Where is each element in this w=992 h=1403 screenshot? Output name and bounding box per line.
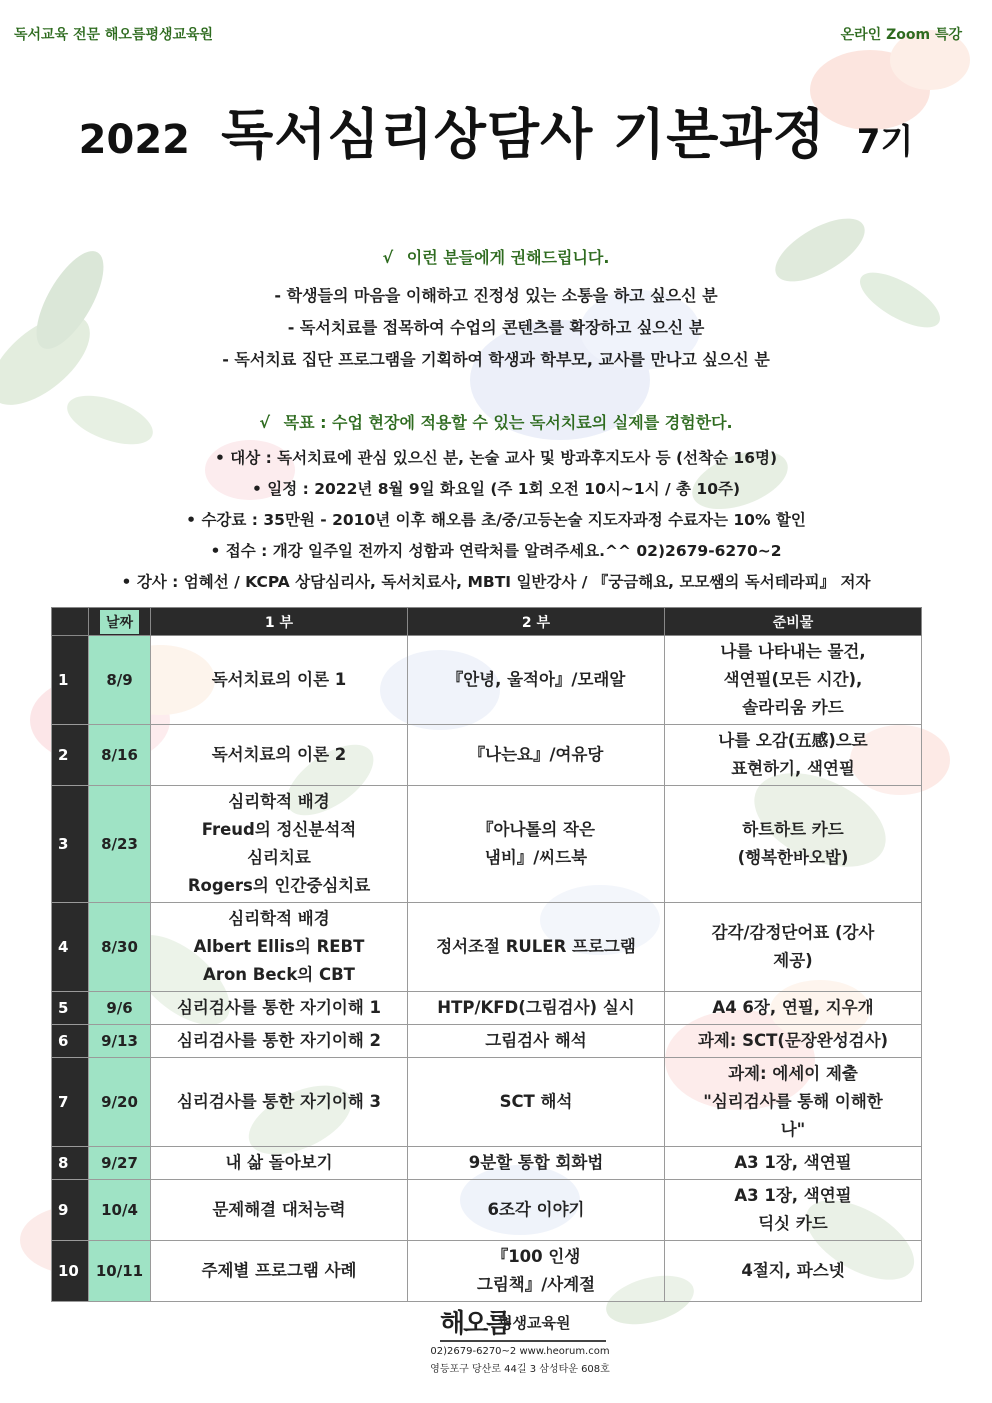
table-row [52, 1025, 922, 1058]
header-materials: 준비물 [665, 608, 922, 636]
row-part2: 『나는요』/여유당 [408, 725, 665, 786]
header-part1: 1 부 [151, 608, 408, 636]
logo [440, 1303, 620, 1343]
logo-divider [440, 1340, 606, 1342]
header-part2: 2 부 [408, 608, 665, 636]
row-date: 8/16 [89, 725, 151, 786]
row-part1: 독서치료의 이론 2 [151, 725, 408, 786]
check-mark-icon: √ [382, 248, 394, 267]
row-part2: 『아나톨의 작은 냄비』/씨드북 [408, 786, 665, 903]
row-number: 1 [52, 636, 89, 725]
table-row [52, 1180, 922, 1241]
row-number: 8 [52, 1147, 89, 1180]
table-row [52, 725, 922, 786]
row-number: 5 [52, 992, 89, 1025]
row-date: 10/4 [89, 1180, 151, 1241]
row-part1: 심리검사를 통한 자기이해 2 [151, 1025, 408, 1058]
row-part1: 심리학적 배경 Albert Ellis의 REBT Aron Beck의 CBT [151, 903, 408, 992]
format-tagline: 온라인 Zoom 특강 [840, 27, 962, 43]
row-date: 8/30 [89, 903, 151, 992]
table-row [52, 786, 922, 903]
row-part2: 정서조절 RULER 프로그램 [408, 903, 665, 992]
goal-line [0, 410, 992, 433]
row-date: 8/9 [89, 636, 151, 725]
row-number: 7 [52, 1058, 89, 1147]
row-materials: 나를 나타내는 물건, 색연필(모든 시간), 솔라리움 카드 [665, 636, 922, 725]
row-part1: 문제해결 대처능력 [151, 1180, 408, 1241]
contact-info: 02)2679-6270~2 www.heorum.com [430, 1346, 610, 1357]
row-materials: 감각/감정단어표 (강사 제공) [665, 903, 922, 992]
recommend-item: - 독서치료 집단 프로그램을 기획하여 학생과 학부모, 교사를 만나고 싶으신 분 [222, 350, 770, 369]
row-part2: SCT 해석 [408, 1058, 665, 1147]
row-date: 9/27 [89, 1147, 151, 1180]
info-instructor: • 강사 : 엄혜선 / KCPA 상담심리사, 독서치료사, MBTI 일반강사 / 『궁금해요, 모모쌤의 독서테라피』 저자 [121, 573, 871, 591]
table-row [52, 1147, 922, 1180]
recommend-item: - 독서치료를 접목하여 수업의 콘텐츠를 확장하고 싶으신 분 [287, 318, 705, 337]
table-row [52, 992, 922, 1025]
title-generation: 7기 [856, 122, 914, 162]
table-header-row [52, 608, 922, 636]
header-no [52, 608, 89, 636]
info-schedule: • 일정 : 2022년 8월 9일 화요일 (주 1회 오전 10시~1시 / 총 10주) [251, 480, 741, 498]
check-mark-icon: √ [259, 413, 271, 432]
header-date: 날짜 [89, 608, 151, 636]
row-part2: 『100 인생 그림책』/사계절 [408, 1241, 665, 1302]
row-part2: 그림검사 해석 [408, 1025, 665, 1058]
row-number: 4 [52, 903, 89, 992]
row-part1: 주제별 프로그램 사례 [151, 1241, 408, 1302]
row-date: 8/23 [89, 786, 151, 903]
row-part2: 9분할 통합 회화법 [408, 1147, 665, 1180]
recommend-heading-text: 이런 분들에게 권해드립니다. [406, 248, 610, 267]
logo-text: 평생교육원 [498, 1314, 571, 1332]
row-materials: A3 1장, 색연필 딕싯 카드 [665, 1180, 922, 1241]
row-materials: A4 6장, 연필, 지우개 [665, 992, 922, 1025]
table-row [52, 1058, 922, 1147]
recommend-item: - 학생들의 마음을 이해하고 진정성 있는 소통을 하고 싶으신 분 [274, 286, 718, 305]
row-number: 2 [52, 725, 89, 786]
row-part1: 심리검사를 통한 자기이해 1 [151, 992, 408, 1025]
org-tagline: 독서교육 전문 해오름평생교육원 [14, 27, 214, 43]
table-row [52, 903, 922, 992]
row-materials: 나를 오감(五感)으로 표현하기, 색연필 [665, 725, 922, 786]
row-date: 9/13 [89, 1025, 151, 1058]
schedule-table [51, 607, 922, 1302]
row-number: 10 [52, 1241, 89, 1302]
row-materials: A3 1장, 색연필 [665, 1147, 922, 1180]
table-row [52, 636, 922, 725]
row-number: 9 [52, 1180, 89, 1241]
row-part1: 내 삶 돌아보기 [151, 1147, 408, 1180]
recommend-heading [0, 245, 992, 268]
row-part2: 6조각 이야기 [408, 1180, 665, 1241]
title-main: 독서심리상담사 기본과정 [221, 103, 826, 166]
goal-text: 목표 : 수업 현장에 적용할 수 있는 독서치료의 실제를 경험한다. [283, 413, 733, 432]
row-number: 3 [52, 786, 89, 903]
row-part1: 독서치료의 이론 1 [151, 636, 408, 725]
row-part1: 심리검사를 통한 자기이해 3 [151, 1058, 408, 1147]
row-number: 6 [52, 1025, 89, 1058]
row-date: 9/6 [89, 992, 151, 1025]
logo-mark: 해오름 [440, 1309, 510, 1339]
page-title [0, 92, 992, 169]
row-part1: 심리학적 배경 Freud의 정신분석적 심리치료 Rogers의 인간중심치료 [151, 786, 408, 903]
info-fee: • 수강료 : 35만원 - 2010년 이후 해오름 초/중/고등논술 지도자과정 수료자는 10% 할인 [186, 511, 806, 529]
row-materials: 과제: 에세이 제출 "심리검사를 통해 이해한 나" [665, 1058, 922, 1147]
row-part2: 『안녕, 울적아』/모래알 [408, 636, 665, 725]
title-year: 2022 [78, 117, 190, 163]
row-materials: 과제: SCT(문장완성검사) [665, 1025, 922, 1058]
row-materials: 하트하트 카드 (행복한바오밥) [665, 786, 922, 903]
row-part2: HTP/KFD(그림검사) 실시 [408, 992, 665, 1025]
info-target: • 대상 : 독서치료에 관심 있으신 분, 논술 교사 및 방과후지도사 등 (선착순 16명) [214, 449, 778, 467]
row-date: 9/20 [89, 1058, 151, 1147]
address: 영등포구 당산로 44길 3 삼성타운 608호 [430, 1364, 610, 1375]
table-row [52, 1241, 922, 1302]
row-materials: 4절지, 파스넷 [665, 1241, 922, 1302]
info-registration: • 접수 : 개강 일주일 전까지 성함과 연락처를 알려주세요.^^ 02)2679-6270~2 [210, 542, 782, 560]
row-date: 10/11 [89, 1241, 151, 1302]
